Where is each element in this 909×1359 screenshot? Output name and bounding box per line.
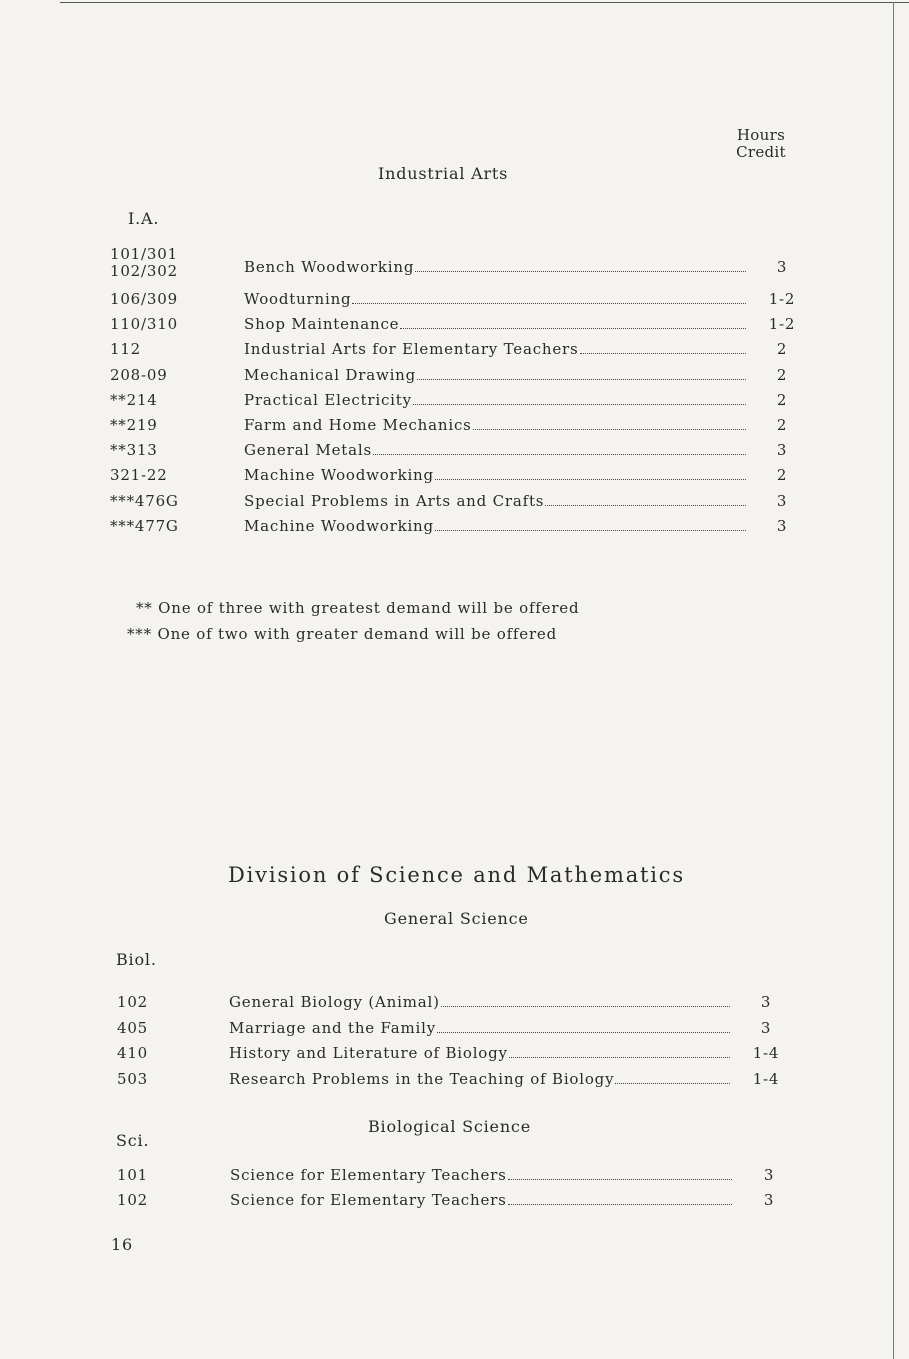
credit-label: Credit	[736, 143, 786, 161]
course-title: Mechanical Drawing	[244, 366, 417, 384]
dot-leader	[415, 270, 746, 272]
course-hours: 2	[776, 366, 788, 384]
course-title-wrap	[229, 993, 732, 1011]
division-title: Division of Science and Mathematics	[228, 863, 685, 887]
course-title-wrap	[230, 1166, 734, 1184]
general-science-title: General Science	[384, 909, 529, 928]
course-hours: 3	[760, 1019, 772, 1037]
dot-leader	[373, 453, 746, 455]
course-hours: 3	[776, 492, 788, 510]
course-title-wrap	[229, 1044, 732, 1062]
course-title-wrap	[230, 1191, 734, 1209]
right-border-line	[893, 2, 894, 1359]
course-row	[0, 993, 909, 1015]
course-title: Industrial Arts for Elementary Teachers	[244, 340, 579, 358]
dot-leader	[580, 352, 746, 354]
course-hours: 2	[776, 391, 788, 409]
course-hours: 2	[776, 416, 788, 434]
course-code: 410	[117, 1044, 149, 1062]
course-title-wrap	[244, 315, 748, 333]
course-title: Science for Elementary Teachers	[230, 1166, 507, 1184]
course-hours: 1-2	[768, 315, 796, 333]
course-code: 106/309	[110, 290, 178, 308]
course-title-wrap	[244, 416, 748, 434]
course-title: Research Problems in the Teaching of Biology	[229, 1070, 615, 1088]
course-row	[0, 1044, 909, 1066]
course-title-wrap	[244, 517, 748, 535]
course-title-wrap	[244, 366, 748, 384]
dot-leader	[417, 378, 746, 380]
dot-leader	[508, 1203, 732, 1205]
course-code: 101	[117, 1166, 149, 1184]
course-row	[0, 416, 909, 438]
course-hours: 2	[776, 340, 788, 358]
course-code: 102	[117, 993, 149, 1011]
course-title: Marriage and the Family	[229, 1019, 436, 1037]
course-hours: 1-4	[752, 1044, 780, 1062]
course-row	[0, 315, 909, 337]
course-title: Bench Woodworking	[244, 258, 415, 276]
course-title: Practical Electricity	[244, 391, 412, 409]
course-code: 208-09	[110, 366, 168, 384]
course-title-wrap	[244, 290, 748, 308]
dot-leader	[400, 327, 746, 329]
note-triple-star: *** One of two with greater demand will be offered	[127, 625, 557, 643]
course-title: History and Literature of Biology	[229, 1044, 508, 1062]
course-title-wrap	[229, 1070, 732, 1088]
biological-science-title: Biological Science	[368, 1117, 531, 1136]
course-hours: 3	[763, 1166, 775, 1184]
hours-credit-header	[728, 127, 794, 161]
course-row	[0, 340, 909, 362]
course-row	[0, 391, 909, 413]
course-row	[0, 466, 909, 488]
course-row	[0, 1070, 909, 1092]
course-hours: 3	[776, 517, 788, 535]
course-title: Machine Woodworking	[244, 517, 434, 535]
course-code: 112	[110, 340, 142, 358]
course-row	[0, 290, 909, 312]
course-code: **313	[110, 441, 158, 459]
course-title: Machine Woodworking	[244, 466, 434, 484]
biol-prefix: Biol.	[116, 950, 157, 969]
course-title-wrap	[244, 391, 748, 409]
course-code: **219	[110, 416, 158, 434]
course-title: General Metals	[244, 441, 372, 459]
dot-leader	[441, 1005, 730, 1007]
dot-leader	[615, 1082, 730, 1084]
course-title-wrap	[244, 441, 748, 459]
industrial-arts-title: Industrial Arts	[378, 164, 509, 183]
dot-leader	[352, 302, 746, 304]
course-title: Science for Elementary Teachers	[230, 1191, 507, 1209]
course-title-wrap	[244, 258, 748, 276]
course-row	[0, 366, 909, 388]
hours-label: Hours	[736, 126, 786, 144]
course-code: 110/310	[110, 315, 178, 333]
page-number: 16	[111, 1235, 133, 1254]
dot-leader	[508, 1178, 732, 1180]
course-title-wrap	[244, 340, 748, 358]
course-code: 503	[117, 1070, 149, 1088]
course-row	[0, 1019, 909, 1041]
course-row	[0, 517, 909, 539]
course-code: ***476G	[110, 492, 179, 510]
sci-prefix: Sci.	[116, 1131, 150, 1150]
course-code: 321-22	[110, 466, 168, 484]
course-row	[0, 492, 909, 514]
course-code: **214	[110, 391, 158, 409]
top-border-line	[60, 2, 909, 3]
dot-leader	[435, 529, 746, 531]
course-row	[0, 1166, 909, 1188]
note-double-star: ** One of three with greatest demand will be offered	[136, 599, 580, 617]
course-row	[0, 245, 909, 280]
course-row	[0, 1191, 909, 1213]
course-row	[0, 441, 909, 463]
dot-leader	[413, 403, 746, 405]
dot-leader	[435, 478, 746, 480]
ia-prefix: I.A.	[128, 209, 160, 228]
course-title: Farm and Home Mechanics	[244, 416, 472, 434]
course-code: 102	[117, 1191, 149, 1209]
course-code: 405	[117, 1019, 149, 1037]
course-title: Woodturning	[244, 290, 352, 308]
dot-leader	[545, 504, 746, 506]
dot-leader	[437, 1031, 730, 1033]
course-hours: 1-4	[752, 1070, 780, 1088]
course-hours: 3	[760, 993, 772, 1011]
course-title-wrap	[229, 1019, 732, 1037]
course-hours: 2	[776, 466, 788, 484]
dot-leader	[473, 428, 746, 430]
dot-leader	[509, 1056, 730, 1058]
course-hours: 3	[776, 441, 788, 459]
course-title-wrap	[244, 466, 748, 484]
course-hours: 3	[776, 258, 788, 276]
course-title: Special Problems in Arts and Crafts	[244, 492, 545, 510]
course-hours: 3	[763, 1191, 775, 1209]
course-hours: 1-2	[768, 290, 796, 308]
course-code: ***477G	[110, 517, 179, 535]
course-title-wrap	[244, 492, 748, 510]
course-title: General Biology (Animal)	[229, 993, 440, 1011]
course-code: 101/301 102/302	[110, 245, 178, 280]
course-title: Shop Maintenance	[244, 315, 400, 333]
